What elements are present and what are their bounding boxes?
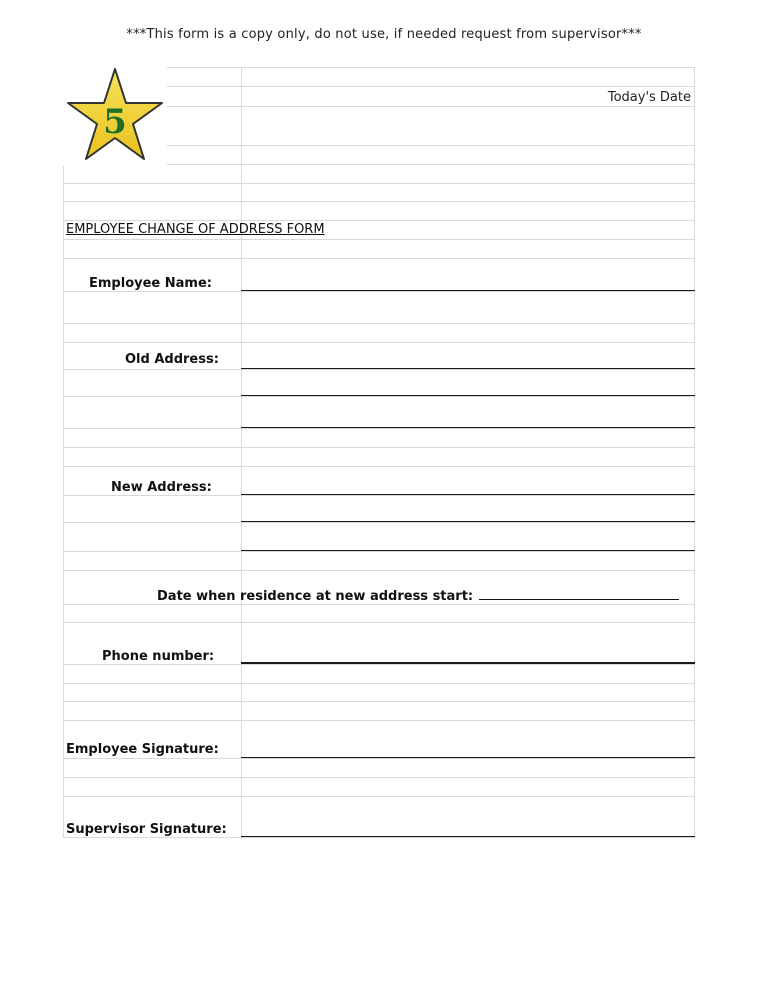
supervisor-signature-line[interactable]	[241, 836, 695, 837]
old-address-line-3[interactable]	[241, 427, 695, 428]
grid-row-line	[63, 396, 695, 397]
grid-row-line	[63, 683, 695, 684]
grid-row-line	[63, 239, 695, 240]
grid-row-line	[63, 551, 695, 552]
grid-row-line	[63, 447, 695, 448]
grid-row-line	[63, 837, 695, 838]
star-number: 5	[103, 102, 127, 142]
supervisor-signature-label: Supervisor Signature:	[66, 822, 227, 837]
grid-row-line	[63, 201, 695, 202]
todays-date-label: Today's Date	[607, 90, 691, 105]
employee-name-line[interactable]	[241, 290, 695, 291]
grid-row-line	[63, 701, 695, 702]
grid-row-line	[63, 604, 695, 605]
grid-row-line	[63, 220, 695, 221]
grid-row-line	[63, 342, 695, 343]
new-address-label: New Address:	[111, 480, 212, 495]
grid-row-line	[63, 664, 695, 665]
residence-start-label: Date when residence at new address start:	[157, 589, 474, 604]
residence-start-row	[157, 588, 679, 604]
employee-name-label: Employee Name:	[89, 276, 212, 291]
new-address-line-3[interactable]	[241, 550, 695, 551]
phone-label: Phone number:	[102, 649, 215, 664]
grid-row-line	[63, 323, 695, 324]
copy-notice: ***This form is a copy only, do not use, if needed request from supervisor***	[126, 27, 642, 42]
grid-row-line	[63, 522, 695, 523]
grid-row-line	[63, 369, 695, 370]
residence-start-blank[interactable]	[479, 588, 679, 600]
old-address-line-1[interactable]	[241, 368, 695, 369]
phone-line[interactable]	[241, 662, 695, 664]
grid-row-line	[63, 720, 695, 721]
star-5-icon	[63, 66, 167, 166]
grid-row-line	[63, 758, 695, 759]
new-address-line-2[interactable]	[241, 521, 695, 522]
employee-signature-label: Employee Signature:	[66, 742, 219, 757]
old-address-line-2[interactable]	[241, 395, 695, 396]
grid-row-line	[63, 570, 695, 571]
grid-row-line	[63, 622, 695, 623]
grid-row-line	[63, 183, 695, 184]
grid-row-line	[63, 466, 695, 467]
grid-row-line	[63, 258, 695, 259]
form-title: EMPLOYEE CHANGE OF ADDRESS FORM	[66, 222, 325, 237]
old-address-label: Old Address:	[125, 352, 219, 367]
grid-row-line	[63, 777, 695, 778]
grid-row-line	[63, 495, 695, 496]
grid-row-line	[63, 291, 695, 292]
grid-row-line	[63, 428, 695, 429]
star-logo	[63, 66, 167, 166]
new-address-line-1[interactable]	[241, 494, 695, 495]
employee-signature-line[interactable]	[241, 757, 695, 758]
grid-row-line	[63, 796, 695, 797]
